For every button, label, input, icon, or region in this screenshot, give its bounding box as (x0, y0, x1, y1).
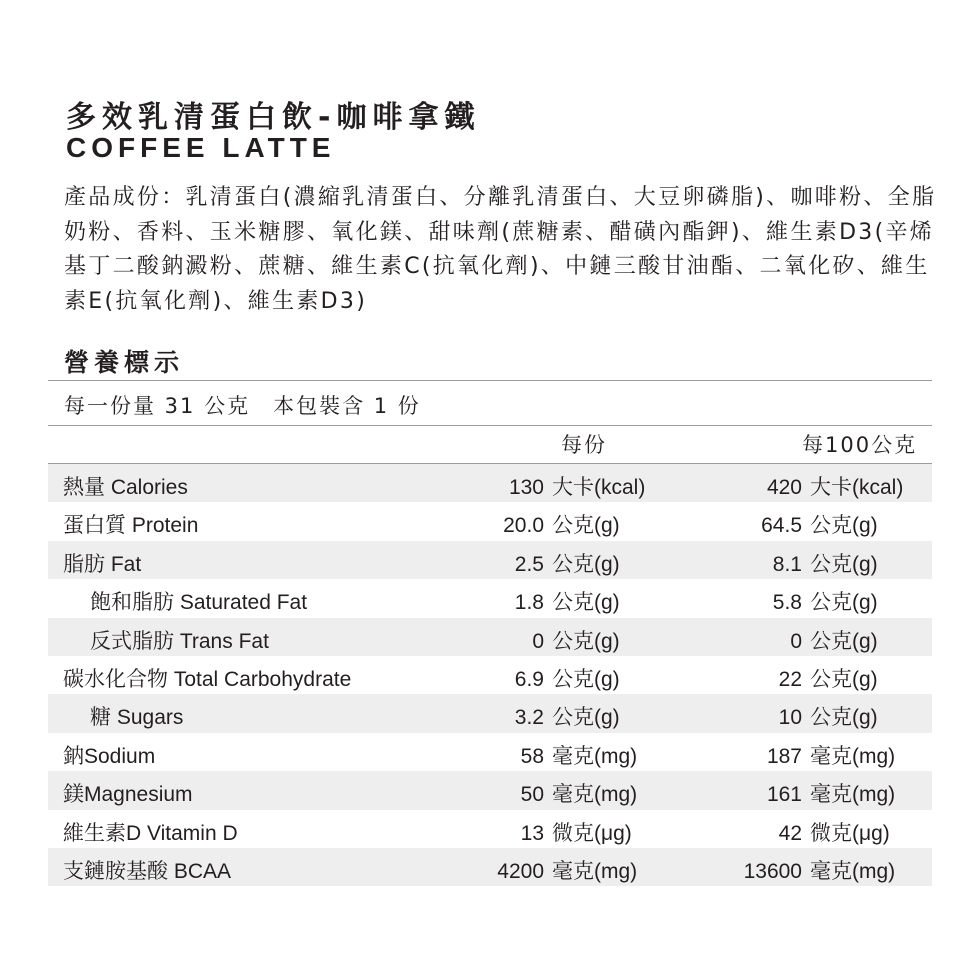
per-serving-unit: 公克(g) (552, 514, 620, 538)
per-100g-value: 64.5 (761, 514, 802, 538)
per-serving (521, 778, 656, 808)
per-100g (779, 817, 906, 847)
per-serving-value: 1.8 (514, 591, 544, 615)
per-serving (515, 548, 656, 578)
per-100g (761, 509, 906, 539)
table-row (48, 771, 932, 809)
per-serving-value: 13 (520, 821, 544, 845)
per-100g-unit: 公克(g) (810, 667, 878, 691)
per-serving-value: 0 (532, 629, 544, 653)
serving-size: 每一份量 31 公克 本包裝含 1 份 (64, 394, 421, 418)
table-row (48, 810, 932, 848)
per-serving (532, 625, 656, 655)
nutrient-label: 脂肪 Fat (63, 552, 142, 576)
table-row (48, 694, 932, 732)
nutrient-label: 支鏈胺基酸 BCAA (63, 859, 232, 883)
per-100g (767, 471, 906, 501)
per-100g (790, 625, 906, 655)
nutrient-label: 飽和脂肪 Saturated Fat (90, 591, 308, 615)
per-100g-unit: 毫克(mg) (810, 859, 896, 883)
per-serving (521, 817, 656, 847)
per-serving-unit: 大卡(kcal) (552, 476, 646, 499)
per-serving-unit: 毫克(mg) (552, 859, 638, 883)
per-100g-value: 13600 (743, 859, 802, 883)
per-100g-unit: 公克(g) (810, 591, 878, 615)
nutrient-label: 鎂Magnesium (63, 783, 193, 807)
per-serving-unit: 微克(μg) (552, 821, 632, 845)
per-100g-value: 42 (778, 821, 802, 845)
per-100g-unit: 毫克(mg) (810, 744, 896, 768)
product-title-zh: 多效乳清蛋白飲-咖啡拿鐵 (66, 100, 481, 135)
per-100g (767, 778, 906, 808)
per-serving (509, 471, 656, 501)
divider-top (48, 380, 932, 381)
per-serving (521, 740, 656, 770)
nutrient-label: 維生素D Vitamin D (63, 821, 238, 845)
per-100g (773, 548, 906, 578)
per-serving-unit: 公克(g) (552, 629, 620, 653)
ingredients-text: 產品成份：乳清蛋白(濃縮乳清蛋白、分離乳清蛋白、大豆卵磷脂)、咖啡粉、全脂奶粉、香料、玉米糖膠、氧化鎂、甜味劑(蔗糖素、醋磺內酯鉀)、維生素D3(辛烯基丁二酸鈉澱粉、蔗糖、維生素C(抗氧化劑)、中鏈三酸甘油酯、二氧化矽、維生素E(抗氧化劑)、維生素D3) (64, 185, 937, 314)
per-serving-unit: 公克(g) (552, 706, 620, 730)
nutrient-label: 鈉Sodium (63, 744, 156, 768)
per-serving-value: 130 (508, 476, 544, 499)
per-serving-value: 50 (520, 783, 544, 807)
per-serving-value: 6.9 (514, 667, 544, 691)
per-100g-value: 420 (766, 476, 802, 499)
per-100g (779, 701, 906, 731)
table-row (48, 733, 932, 771)
per-serving-unit: 公克(g) (552, 667, 620, 691)
per-100g (744, 855, 906, 885)
per-100g-value: 5.8 (772, 591, 802, 615)
per-serving-unit: 毫克(mg) (552, 744, 638, 768)
product-title-en: COFFEE LATTE (66, 132, 336, 163)
nutrition-table (48, 464, 932, 886)
per-serving-unit: 毫克(mg) (552, 783, 638, 807)
per-serving (515, 701, 656, 731)
per-serving (515, 586, 656, 616)
table-row (48, 656, 932, 694)
per-serving-value: 58 (520, 744, 544, 768)
per-serving-unit: 公克(g) (552, 552, 620, 576)
per-100g-value: 187 (766, 744, 802, 768)
per-serving (515, 663, 656, 693)
per-100g (767, 740, 906, 770)
divider-header (48, 425, 932, 426)
per-serving-value: 4200 (497, 859, 544, 883)
table-row (48, 541, 932, 579)
per-serving-value: 2.5 (514, 552, 544, 576)
per-serving-value: 20.0 (503, 514, 544, 538)
per-100g-unit: 毫克(mg) (810, 783, 896, 807)
table-row (48, 848, 932, 886)
nutrient-label: 蛋白質 Protein (63, 514, 199, 538)
per-100g (779, 663, 906, 693)
per-100g-value: 0 (790, 629, 802, 653)
per-100g-unit: 公克(g) (810, 514, 878, 538)
column-header-per-serving: 每份 (561, 433, 607, 457)
per-serving (503, 509, 656, 539)
per-100g-unit: 公克(g) (810, 552, 878, 576)
per-100g-unit: 公克(g) (810, 706, 878, 730)
per-100g-value: 161 (766, 783, 802, 807)
nutrition-title: 營養標示 (64, 348, 185, 377)
per-serving (497, 855, 656, 885)
per-100g-value: 22 (778, 667, 802, 691)
nutrient-label: 熱量 Calories (63, 476, 188, 499)
nutrient-label: 反式脂肪 Trans Fat (90, 629, 269, 653)
per-100g-value: 10 (778, 706, 802, 730)
table-row (48, 464, 932, 502)
per-100g-unit: 公克(g) (810, 629, 878, 653)
nutrient-label: 碳水化合物 Total Carbohydrate (63, 667, 352, 691)
table-row (48, 579, 932, 617)
per-serving-unit: 公克(g) (552, 591, 620, 615)
nutrient-label: 糖 Sugars (90, 706, 184, 730)
per-100g-unit: 微克(μg) (810, 821, 890, 845)
per-serving-value: 3.2 (514, 706, 544, 730)
per-100g-value: 8.1 (772, 552, 802, 576)
per-100g (773, 586, 906, 616)
table-row (48, 502, 932, 540)
per-100g-unit: 大卡(kcal) (810, 476, 904, 499)
column-header-per-100g: 每100公克 (802, 433, 918, 457)
table-row (48, 618, 932, 656)
